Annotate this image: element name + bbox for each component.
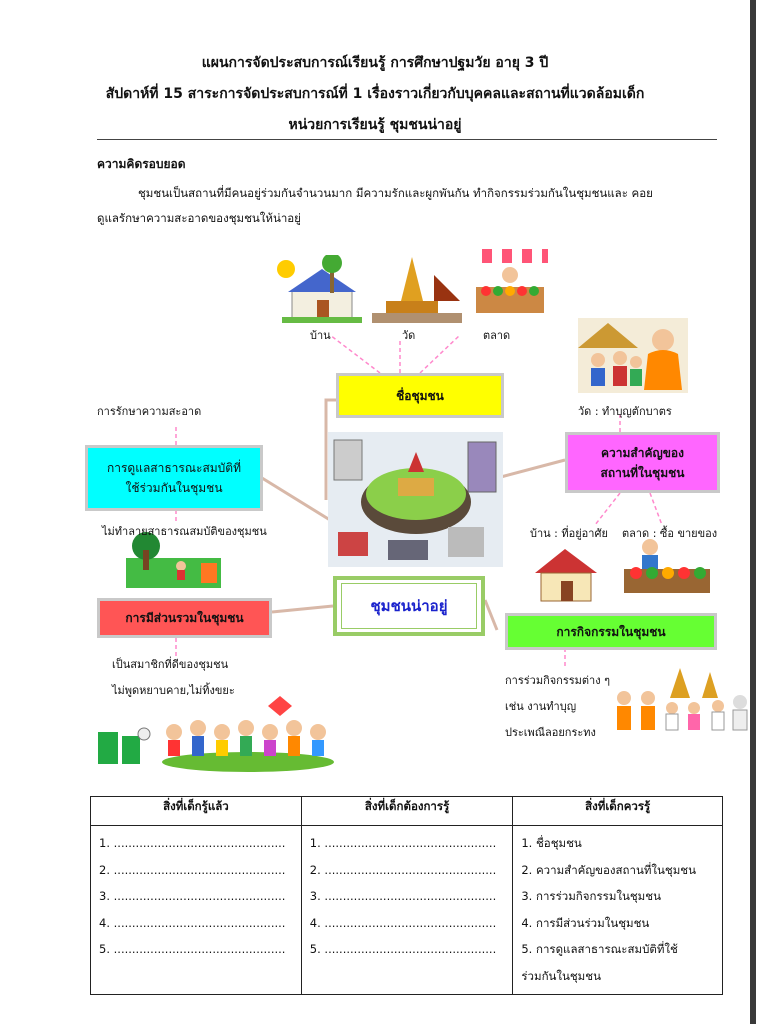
participation-line-2: ไม่พูดหยาบคาย,ไม่ทิ้งขยะ xyxy=(112,684,235,697)
activities-description xyxy=(505,668,610,746)
care-box xyxy=(85,445,263,511)
list-item: 4. การมีส่วนร่วมในชุมชน xyxy=(521,915,650,930)
list-item: 5. ............................................... xyxy=(309,942,497,956)
participation-box: การมีส่วนรวมในชุมชน xyxy=(97,598,272,638)
table-header-should: สิ่งที่เด็กควรรู้ xyxy=(513,797,723,826)
care-box-line-2: ใช้ร่วมกันในชุมชน xyxy=(125,481,223,495)
importance-box-line-2: สถานที่ในชุมชน xyxy=(600,465,685,480)
list-item: 3. ............................................... xyxy=(99,889,286,903)
activities-line-3: ประเพณีลอยกระทง xyxy=(505,726,596,739)
home-illustration xyxy=(531,545,601,605)
merit-event-illustration xyxy=(610,668,760,733)
participation-line-1: เป็นสมาชิกที่ดีของชุมชน xyxy=(112,658,229,671)
table-cell-should xyxy=(513,826,723,995)
participation-description xyxy=(112,652,235,704)
list-item: 2. ............................................... xyxy=(309,862,497,877)
importance-box-line-1: ความสำคัญของ xyxy=(601,445,684,460)
list-item: 4. ............................................... xyxy=(309,915,497,930)
list-item: 2. ............................................... xyxy=(99,862,286,877)
recycle-bins-illustration xyxy=(96,722,151,767)
importance-temple-text: วัด : ทำบุญตักบาตร xyxy=(578,405,672,418)
center-box xyxy=(333,576,485,636)
table-cell-known xyxy=(91,826,302,995)
title-line-3: หน่วยการเรียนรู้ ชุมชนน่าอยู่ xyxy=(288,117,462,133)
activities-box: การกิจกรรมในชุมชน xyxy=(505,613,717,650)
table-header-want: สิ่งที่เด็กต้องการรู้ xyxy=(301,797,513,826)
activities-line-2: เช่น งานทำบุญ xyxy=(505,700,577,713)
list-item: ร่วมกันในชุมชน xyxy=(521,968,601,983)
house-illustration xyxy=(272,255,372,325)
list-item: 3. ............................................... xyxy=(309,889,497,903)
list-item: 1. ............................................... xyxy=(99,836,286,850)
list-item: 3. การร่วมกิจกรรมในชุมชน xyxy=(521,889,661,903)
list-item: 4. ............................................... xyxy=(99,915,286,930)
market-illustration xyxy=(470,247,550,317)
concept-line-1: ชุมชนเป็นสถานที่มีคนอยู่ร่วมกันจำนวนมาก มีความรักและผูกพันกัน ทำกิจกรรมร่วมกันในชุมชนและ คอย xyxy=(138,186,653,200)
center-title: ชุมชนน่าอยู่ xyxy=(341,583,477,629)
monk-alms-illustration xyxy=(578,318,688,393)
community-map-illustration xyxy=(328,432,503,567)
temple-illustration xyxy=(372,255,462,325)
importance-market-text: ตลาด : ซื้อ ขายของ xyxy=(622,527,718,540)
table-cell-want xyxy=(301,826,513,995)
children-group-illustration xyxy=(160,692,335,772)
name-item-temple: วัด xyxy=(402,329,416,342)
vendor-illustration xyxy=(622,535,712,595)
name-item-market: ตลาด xyxy=(483,329,511,342)
list-item: 1. ............................................... xyxy=(309,836,497,850)
importance-home-text: บ้าน : ที่อยู่อาศัย xyxy=(530,527,608,540)
knowledge-table xyxy=(90,796,723,995)
concept-heading: ความคิดรอบยอด xyxy=(97,157,186,171)
importance-box xyxy=(565,432,720,493)
list-item: 2. ความสำคัญของสถานที่ในชุมชน xyxy=(521,862,696,877)
name-item-home: บ้าน xyxy=(310,329,331,342)
activities-line-1: การร่วมกิจกรรมต่าง ๆ xyxy=(505,674,611,687)
community-name-box: ชื่อชุมชน xyxy=(336,373,504,418)
care-top-text: การรักษาความสะอาด xyxy=(97,405,202,418)
table-header-known: สิ่งที่เด็กรู้แล้ว xyxy=(91,797,302,826)
title-line-2: สัปดาห์ที่ 15 สาระการจัดประสบการณ์ที่ 1 เรื่องราวเกี่ยวกับบุคคลและสถานที่แวดล้อมเด็ก xyxy=(105,86,645,102)
care-box-line-1: การดูแลสาธารณะสมบัติที่ xyxy=(106,461,242,475)
list-item: 1. ชื่อชุมชน xyxy=(521,836,582,850)
list-item: 5. ............................................... xyxy=(99,942,286,956)
care-bottom-text: ไม่ทำลายสาธารณสมบัติของชุมชน xyxy=(102,525,267,538)
title-line-1: แผนการจัดประสบการณ์เรียนรู้ การศึกษาปฐมวัย อายุ 3 ปี xyxy=(201,55,549,71)
concept-line-2: ดูแลรักษาความสะอาดของชุมชนให้น่าอยู่ xyxy=(97,211,301,225)
list-item: 5. การดูแลสาธารณะสมบัติที่ใช้ xyxy=(521,942,678,956)
